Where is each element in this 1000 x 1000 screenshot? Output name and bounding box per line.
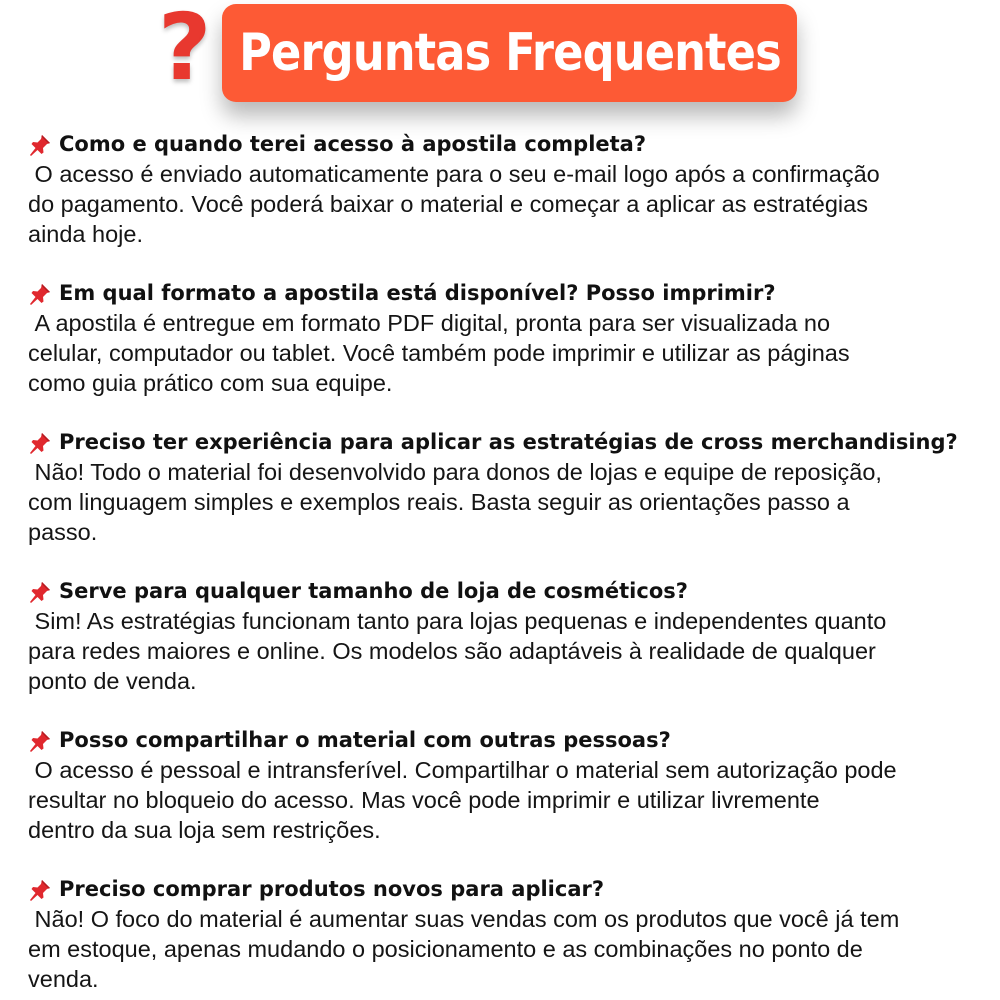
faq-answer: O acesso é enviado automaticamente para o seu e-mail logo após a confirmação do pagamento. Você poderá baixar o material e começar a aplicar as estratégias ainda hoje. [28, 161, 880, 247]
faq-answer: A apostila é entregue em formato PDF digital, pronta para ser visualizada no celular, computador ou tablet. Você também pode imprimir e utilizar as páginas como guia prático com sua equipe. [28, 310, 850, 396]
faq-question-text: Posso compartilhar o material com outras pessoas? [59, 728, 671, 752]
faq-answer: Não! Todo o material foi desenvolvido para donos de lojas e equipe de reposição, com linguagem simples e exemplos reais. Basta seguir as orientações passo a passo. [28, 459, 882, 545]
faq-answer: Sim! As estratégias funcionam tanto para lojas pequenas e independentes quanto para redes maiores e online. Os modelos são adaptáveis à realidade de qualquer ponto de venda. [28, 608, 887, 694]
faq-item [28, 130, 994, 249]
pushpin-icon [28, 282, 52, 306]
header [150, 0, 810, 120]
faq-question [28, 726, 994, 755]
faq-item [28, 428, 994, 547]
faq-item [28, 279, 994, 398]
pushpin-icon [28, 431, 52, 455]
faq-question [28, 279, 994, 308]
faq-question [28, 130, 994, 159]
pushpin-icon [28, 729, 52, 753]
faq-item [28, 577, 994, 696]
faq-question-text: Preciso ter experiência para aplicar as estratégias de cross merchandising? [59, 430, 958, 454]
title-banner [222, 4, 797, 102]
faq-question-text: Serve para qualquer tamanho de loja de cosméticos? [59, 579, 688, 603]
faq-question-text: Em qual formato a apostila está disponível? Posso imprimir? [59, 281, 776, 305]
pushpin-icon [28, 580, 52, 604]
faq-list [28, 130, 994, 1000]
faq-item [28, 875, 994, 994]
faq-question [28, 875, 994, 904]
faq-answer: O acesso é pessoal e intransferível. Compartilhar o material sem autorização pode resultar no bloqueio do acesso. Mas você pode imprimir e utilizar livremente dentro da sua loja sem restrições. [28, 757, 897, 843]
faq-question-text: Como e quando terei acesso à apostila completa? [59, 132, 647, 156]
faq-question-text: Preciso comprar produtos novos para aplicar? [59, 877, 605, 901]
page-title: Perguntas Frequentes [238, 23, 781, 83]
faq-question [28, 577, 994, 606]
faq-answer: Não! O foco do material é aumentar suas vendas com os produtos que você já tem em estoque, apenas mudando o posicionamento e as combinações no ponto de venda. [28, 906, 900, 992]
question-mark-icon: ? [158, 0, 212, 101]
faq-question [28, 428, 994, 457]
pushpin-icon [28, 878, 52, 902]
faq-item [28, 726, 994, 845]
pushpin-icon [28, 133, 52, 157]
